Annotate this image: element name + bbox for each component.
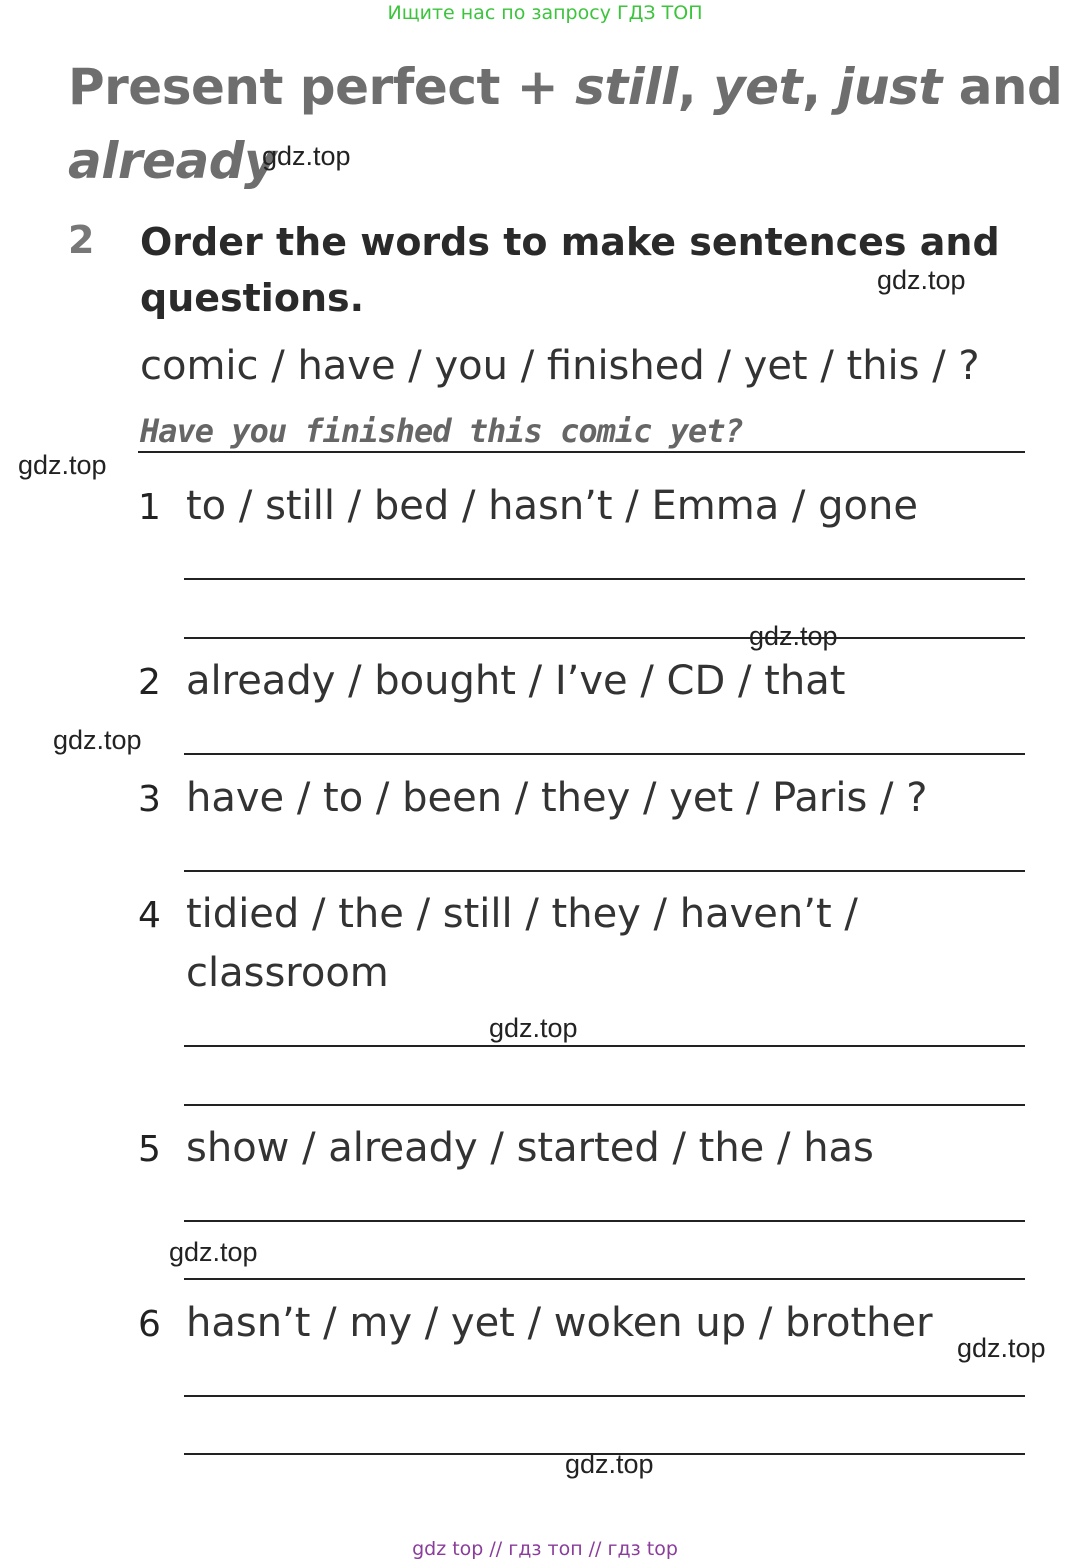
- item-5-words: show / already / started / the / has: [186, 1125, 874, 1171]
- instruction-line-2: questions.: [140, 276, 365, 320]
- watermark: gdz.top: [877, 265, 966, 295]
- item-4-number: 4: [138, 895, 161, 936]
- watermark: gdz.top: [169, 1237, 258, 1267]
- item-4-answer-line-1[interactable]: [184, 1045, 1025, 1047]
- title-yet: yet: [713, 58, 802, 116]
- item-6-answer-line-1[interactable]: [184, 1395, 1025, 1397]
- item-1-number: 1: [138, 487, 161, 528]
- footer-text: gdz top // гдз топ // гдз top: [412, 1538, 678, 1560]
- item-5-answer-line-2[interactable]: [184, 1278, 1025, 1280]
- item-1-answer-line-2[interactable]: [184, 637, 1025, 639]
- item-3-answer-line[interactable]: [184, 870, 1025, 872]
- item-6-number: 6: [138, 1304, 161, 1345]
- title-comma-1: ,: [677, 58, 714, 116]
- watermark: gdz.top: [565, 1449, 654, 1479]
- instruction-line-1: Order the words to make sentences and: [140, 220, 1000, 264]
- item-4-answer-line-2[interactable]: [184, 1104, 1025, 1106]
- item-2-number: 2: [138, 662, 161, 703]
- example-answer-line: [138, 451, 1025, 453]
- watermark: gdz.top: [489, 1013, 578, 1043]
- item-5-answer-line-1[interactable]: [184, 1220, 1025, 1222]
- watermark: gdz.top: [262, 141, 351, 171]
- title-just: just: [837, 58, 942, 116]
- item-5-number: 5: [138, 1129, 161, 1170]
- exercise-number: 2: [68, 218, 95, 262]
- item-1-words: to / still / bed / hasn’t / Emma / gone: [186, 483, 918, 529]
- top-banner: Ищите нас по запросу ГДЗ ТОП: [387, 2, 703, 24]
- page-title-line1: [68, 58, 1062, 116]
- watermark: gdz.top: [18, 450, 107, 480]
- title-text: Present perfect +: [68, 58, 576, 116]
- item-4-words-line-2: classroom: [186, 950, 389, 996]
- example-words: comic / have / you / finished / yet / this / ?: [140, 343, 980, 389]
- watermark: gdz.top: [957, 1333, 1046, 1363]
- title-still: still: [575, 58, 678, 116]
- watermark: gdz.top: [749, 621, 838, 651]
- item-3-number: 3: [138, 779, 161, 820]
- watermark: gdz.top: [53, 725, 142, 755]
- item-2-answer-line[interactable]: [184, 753, 1025, 755]
- title-and: and: [941, 58, 1063, 116]
- item-4-words-line-1: tidied / the / still / they / haven’t /: [186, 891, 858, 937]
- item-2-words: already / bought / I’ve / CD / that: [186, 658, 846, 704]
- item-3-words: have / to / been / they / yet / Paris / ?: [186, 775, 928, 821]
- example-answer: Have you finished this comic yet?: [140, 412, 743, 450]
- page-title-line2: [68, 132, 276, 190]
- item-1-answer-line-1[interactable]: [184, 578, 1025, 580]
- item-6-words: hasn’t / my / yet / woken up / brother: [186, 1300, 933, 1346]
- title-already: already: [68, 132, 277, 190]
- title-comma-2: ,: [801, 58, 838, 116]
